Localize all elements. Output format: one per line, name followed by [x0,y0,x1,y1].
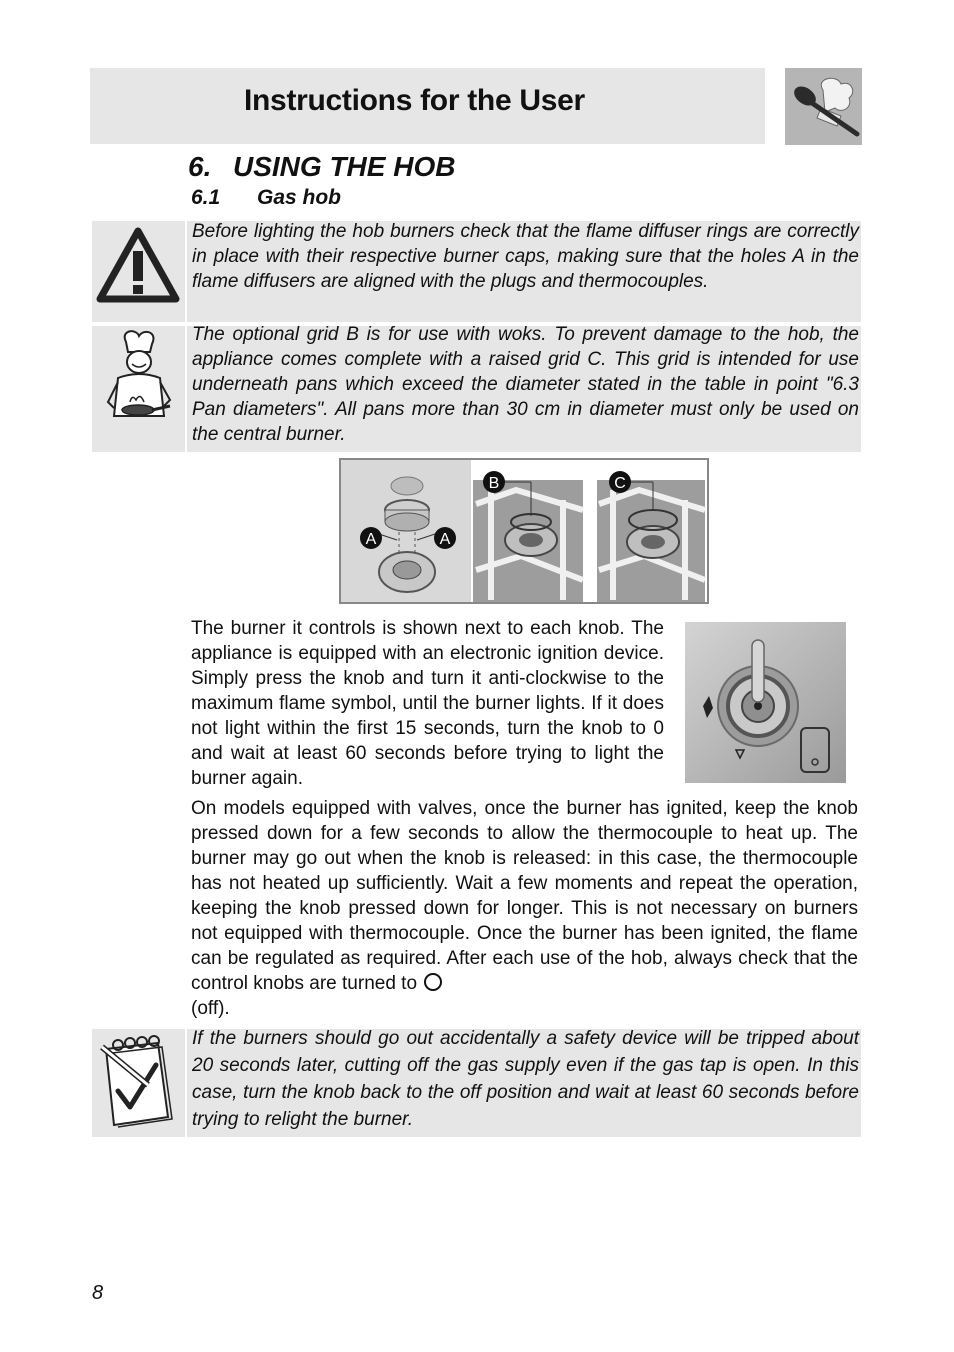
warning-icon-cell [92,221,185,322]
section-heading [188,151,455,183]
safety-note-text: If the burners should go out accidentally a safety device will be tripped about 20 seconds later, cutting off the gas supply even if the gas tap is open. In this case, turn the knob back to the off position and wait at least 60 seconds before trying to relight the burner. [192,1028,859,1130]
ignition-paragraph: The burner it controls is shown next to each knob. The appliance is equipped with an electronic ignition device. Simply press the knob and turn it anti-clockwise to the maximum flame symbol, until the burner lights. If it does not light within the first 15 seconds, turn the knob to 0 and wait at least 60 seconds before trying to light the burner again. [191,618,664,789]
chef-icon [92,326,185,452]
section-number: 6. [188,151,212,182]
section-title: USING THE HOB [233,151,456,182]
chef-icon-cell [92,326,185,452]
page-number: 8 [92,1282,104,1304]
burner-grid-figure [339,458,709,604]
figure-label-a-right: A [439,531,451,548]
warning-note-text: Before lighting the hob burners check that the flame diffuser rings are correctly in place with their respective burner caps, making sure that the holes A in the flame diffusers are aligned with the plugs and thermocouples. [192,221,859,292]
thermocouple-paragraph [191,796,858,1021]
figure-label-b: B [488,475,500,492]
subsection-number: 6.1 [191,186,221,209]
warning-triangle-icon [92,221,185,322]
spoon-chef-hat-logo [785,68,862,145]
notepad-check-icon [92,1029,185,1137]
page-header-title: Instructions for the User [244,84,585,117]
chef-note-text: The optional grid B is for use with woks. To prevent damage to the hob, the appliance comes complete with a raised grid C. This grid is intended for use underneath pans which exceed the diameter stated in the table in point "6.3 Pan diameters". All pans more than 30 cm in diameter must only be used on the central burner. [192,324,859,445]
figure-label-a-left: A [365,531,377,548]
subsection-title: Gas hob [257,186,342,209]
subsection-heading [191,186,341,210]
figure-label-c: C [614,475,626,492]
off-label: (off). [191,998,230,1019]
notepad-icon-cell [92,1029,185,1137]
thermocouple-paragraph-text: On models equipped with valves, once the burner has ignited, keep the knob pressed down for a few seconds to allow the thermocouple to heat up. The burner may go out when the knob is released: in this case, the thermocouple has not heated up sufficiently. Wait a few moments and repeat the operation, keeping the knob pressed down for longer. This is not necessary on burners not equipped with thermocouple. Once the burner has been ignited, the flame can be regulated as required. After each use of the hob, always check that the control knobs are turned to [191,798,858,994]
control-knob-image [685,622,846,783]
off-circle-icon [424,973,442,991]
